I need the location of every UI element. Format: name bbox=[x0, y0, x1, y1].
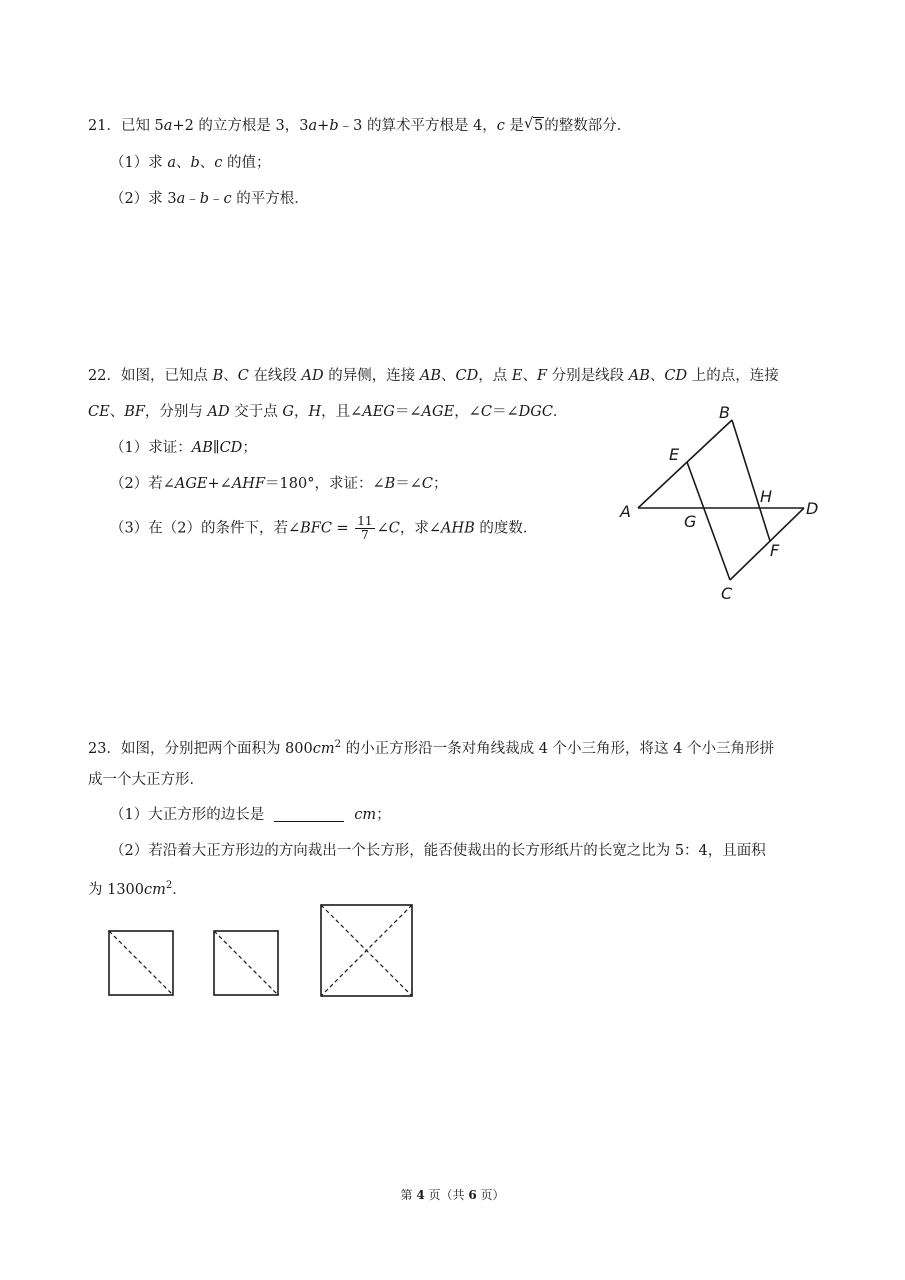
segment-BF bbox=[732, 420, 773, 541]
q22-part1: （1）求证：AB∥CD； bbox=[110, 440, 257, 456]
label-H: H bbox=[760, 487, 773, 506]
q22-geometry-figure bbox=[600, 400, 840, 610]
q23-number: 23． bbox=[88, 740, 121, 757]
label-E: E bbox=[669, 445, 680, 464]
label-C: C bbox=[721, 584, 733, 603]
q22-stem-line1: 22．如图，已知点 B、C 在线段 AD 的异侧，连接 AB、CD，点 E、F 分别是线段 AB、CD 上的点，连接 bbox=[88, 368, 779, 384]
q21-part1: （1）求 a、b、c 的值； bbox=[110, 155, 271, 171]
label-D: D bbox=[806, 499, 819, 518]
label-F: F bbox=[770, 541, 780, 560]
fraction-eleven-sevenths: $\frac{11}{7}$ bbox=[357, 514, 373, 542]
q23-stem-line1: 23．如图，分别把两个面积为 $800cm^2$ 的小正方形沿一条对角线裁成 4 个小三角形，将这 4 个小三角形拼 bbox=[88, 739, 774, 757]
q21-stem: 21．已知 5a+2 的立方根是 3，3a+b﹣3 的算术平方根是 4，c 是 √ 5的整数部分． bbox=[88, 116, 632, 134]
page-footer: 第 4 页（共 6 页） bbox=[400, 1188, 505, 1202]
q22-stem-line2: CE、BF，分别与 AD 交于点 G，H，且∠AEG＝∠AGE，∠C＝∠DGC． bbox=[88, 404, 568, 420]
q22-number: 22． bbox=[88, 368, 121, 384]
q21-number: 21． bbox=[88, 118, 121, 134]
segment-AB bbox=[638, 420, 732, 508]
page-number: 4 bbox=[416, 1188, 425, 1202]
page-total: 6 bbox=[468, 1188, 477, 1202]
q21-part2: （2）求 3a﹣b﹣c 的平方根． bbox=[110, 191, 309, 207]
small-square-1 bbox=[108, 930, 174, 996]
q23-stem-line2: 成一个大正方形． bbox=[88, 772, 204, 788]
sqrt-five: √ 5 bbox=[524, 116, 544, 134]
q23-part2-line1: （2）若沿着大正方形边的方向裁出一个长方形，能否使裁出的长方形纸片的长宽之比为 5：4，且面积 bbox=[110, 843, 766, 859]
answer-blank[interactable] bbox=[274, 807, 344, 822]
small-square-2 bbox=[213, 930, 279, 996]
q23-part1: （1）大正方形的边长是 cm； bbox=[110, 807, 391, 823]
q22-part2: （2）若∠AGE+∠AHF＝180°，求证：∠B＝∠C； bbox=[110, 476, 448, 492]
label-A: A bbox=[620, 502, 631, 521]
segment-DC bbox=[730, 508, 804, 580]
large-square bbox=[320, 904, 413, 997]
q22-part3: （3）在（2）的条件下，若∠BFC = $\frac{11}{7}$ ∠C，求∠AHB 的度数． bbox=[110, 514, 538, 542]
label-G: G bbox=[684, 512, 697, 531]
label-B: B bbox=[719, 403, 730, 422]
q23-part2-line2: 为 $1300cm^2$． bbox=[88, 880, 187, 898]
